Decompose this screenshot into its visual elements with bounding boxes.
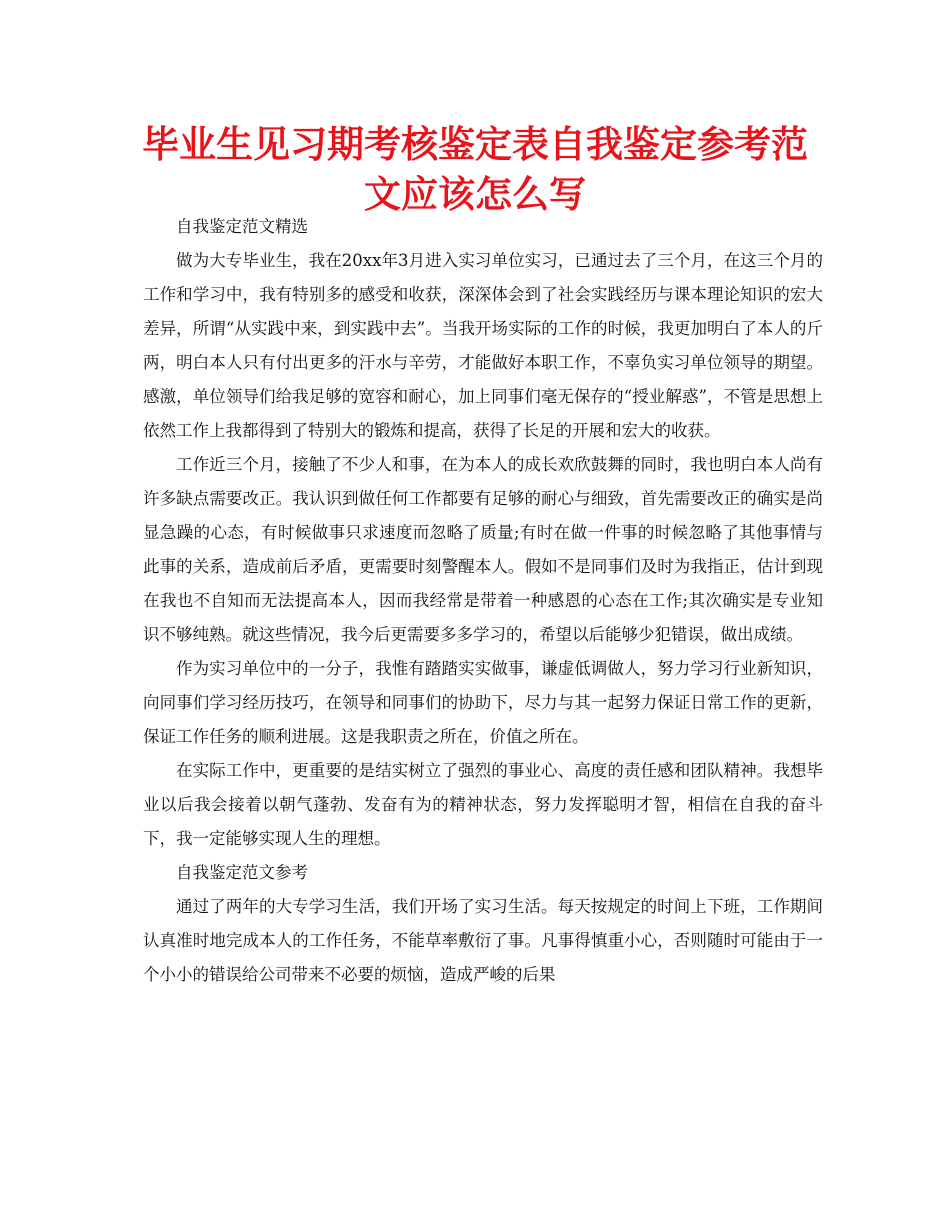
paragraph-1: 做为大专毕业生，我在20xx年3月进入实习单位实习，已通过去了三个月，在这三个月的工作和学习中，我有特别多的感受和收获，深深体会到了社会实践经历与课本理论知识的宏大差异，所谓“从实践中来，到实践中去”。当我开场实际的工作的时候，我更加明白了本人的斤两，明白本人只有付出更多的汗水与辛劳，才能做好本职工作，不辜负实习单位领导的期望。感激，单位领导们给我足够的宽容和耐心，加上同事们毫无保存的“授业解惑”，不管是思想上依然工作上我都得到了特别大的锻炼和提高，获得了长足的开展和宏大的收获。 — [143, 251, 823, 440]
title-line-2: 文应该怎么写 — [364, 173, 586, 216]
paragraph-5: 通过了两年的大专学习生活，我们开场了实习生活。每天按规定的时间上下班，工作期间认真准时地完成本人的工作任务，不能草率敷衍了事。凡事得慎重小心，否则随时可能由于一个小小的错误给公司带来不必要的烦恼，造成严峻的后果 — [143, 897, 823, 984]
title-line-1: 毕业生见习期考核鉴定表自我鉴定参考范 — [142, 123, 808, 166]
paragraph-4: 在实际工作中，更重要的是结实树立了强烈的事业心、高度的责任感和团队精神。我想毕业以后我会接着以朝气蓬勃、发奋有为的精神状态，努力发挥聪明才智，相信在自我的奋斗下，我一定能够实现人生的理想。 — [143, 761, 823, 848]
document-body — [143, 210, 823, 992]
section-heading-1: 自我鉴定范文精选 — [176, 217, 308, 236]
paragraph-3: 作为实习单位中的一分子，我惟有踏踏实实做事，谦虚低调做人，努力学习行业新知识，向同事们学习经历技巧，在领导和同事们的协助下，尽力与其一起努力保证日常工作的更新，保证工作任务的顺利进展。这是我职责之所在，价值之所在。 — [143, 659, 823, 746]
section-heading-2: 自我鉴定范文参考 — [176, 863, 308, 882]
document-title — [100, 120, 850, 220]
paragraph-2: 工作近三个月，接触了不少人和事，在为本人的成长欢欣鼓舞的同时，我也明白本人尚有许多缺点需要改正。我认识到做任何工作都要有足够的耐心与细致，首先需要改正的确实是尚显急躁的心态，有时候做事只求速度而忽略了质量;有时在做一件事的时候忽略了其他事情与此事的关系，造成前后矛盾，更需要时刻警醒本人。假如不是同事们及时为我指正，估计到现在我也不自知而无法提高本人，因而我经常是带着一种感恩的心态在工作;其次确实是专业知识不够纯熟。就这些情况，我今后更需要多多学习的，希望以后能够少犯错误，做出成绩。 — [143, 455, 823, 644]
